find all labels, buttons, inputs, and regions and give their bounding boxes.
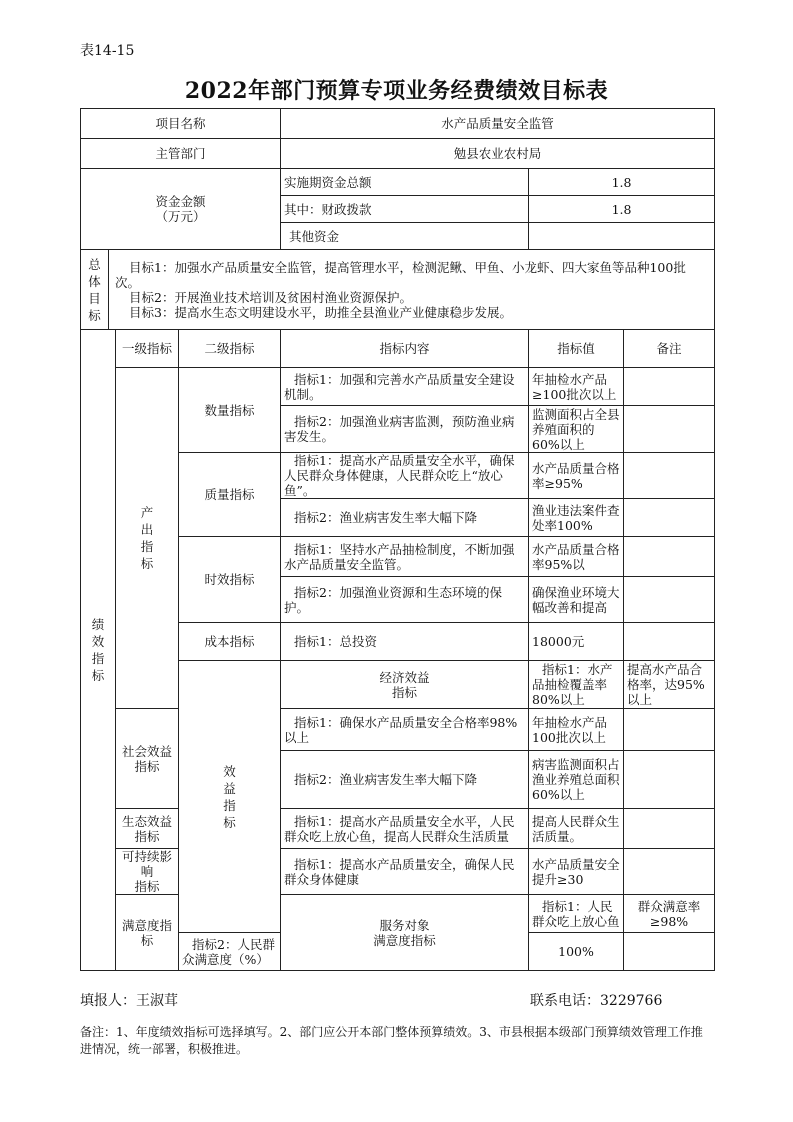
quantity-indicator-label: 数量指标 — [179, 368, 281, 453]
indicator-remark — [624, 809, 715, 849]
indicator-content: 指标2：人民群众满意度（%） — [179, 933, 281, 971]
header-level1: 一级指标 — [116, 330, 179, 368]
header-content: 指标内容 — [281, 330, 529, 368]
goal-item: 目标1：加强水产品质量安全监管，提高管理水平，检测泥鳅、甲鱼、小龙虾、四大家鱼等品种100批次。 — [115, 259, 686, 290]
indicator-value: 年抽检水产品100批次以上 — [529, 709, 624, 751]
indicator-remark — [624, 577, 715, 623]
social-benefit-label: 社会效益 指标 — [116, 709, 179, 809]
indicator-content: 指标1：提高水产品质量安全水平，人民群众吃上放心鱼，提高人民群众生活质量 — [281, 809, 529, 849]
indicator-content: 指标2：渔业病害发生率大幅下降 — [281, 751, 529, 809]
indicator-value: 水产品质量合格率≥95% — [529, 453, 624, 499]
project-name-value: 水产品质量安全监管 — [281, 109, 715, 139]
cost-indicator-label: 成本指标 — [179, 623, 281, 661]
header-value: 指标值 — [529, 330, 624, 368]
department-value: 勉县农业农村局 — [281, 139, 715, 169]
indicator-value: 年抽检水产品≥100批次以上 — [529, 368, 624, 406]
fund-fiscal-label: 其中：财政拨款 — [281, 196, 529, 223]
indicator-remark — [624, 709, 715, 751]
indicator-remark — [624, 453, 715, 499]
indicator-remark — [624, 933, 715, 971]
indicator-content: 指标1：总投资 — [281, 623, 529, 661]
header-remark: 备注 — [624, 330, 715, 368]
fund-total-row — [81, 169, 715, 196]
indicator-remark — [624, 368, 715, 406]
indicator-content: 指标1：人民群众吃上放心鱼 — [529, 895, 624, 933]
goal-item: 目标2：开展渔业技术培训及贫困村渔业资源保护。 — [129, 289, 412, 305]
table-row — [81, 809, 715, 849]
indicator-remark — [624, 406, 715, 453]
indicator-value: 渔业违法案件查处率100% — [529, 499, 624, 537]
document-code: 表14-15 — [80, 43, 135, 59]
indicator-header-row — [81, 330, 715, 368]
performance-indicators-label: 绩 效 指 标 — [81, 330, 116, 971]
indicator-value: 群众满意率≥98% — [624, 895, 715, 933]
indicator-content: 指标1：确保水产品质量安全合格率98%以上 — [281, 709, 529, 751]
indicator-content: 指标1：水产品抽检覆盖率80%以上 — [529, 661, 624, 709]
department-row — [81, 139, 715, 169]
indicator-content: 指标1：提高水产品质量安全，确保人民群众身体健康 — [281, 849, 529, 895]
fund-total-label: 实施期资金总额 — [281, 169, 529, 196]
department-label: 主管部门 — [81, 139, 281, 169]
indicator-remark — [624, 849, 715, 895]
sustainable-impact-label: 可持续影响 指标 — [116, 849, 179, 895]
overall-goals-label: 总 体 目 标 — [81, 250, 109, 330]
indicator-remark — [624, 537, 715, 577]
economic-benefit-label: 经济效益 指标 — [281, 661, 529, 709]
satisfaction-indicators-label: 满意度指 标 — [116, 895, 179, 971]
header-level2: 二级指标 — [179, 330, 281, 368]
phone-number: 3229766 — [600, 993, 663, 1009]
indicator-content: 指标1：坚持水产品抽检制度，不断加强水产品质量安全监管。 — [281, 537, 529, 577]
indicator-content: 指标2：渔业病害发生率大幅下降 — [281, 499, 529, 537]
indicator-value: 水产品质量安全提升≥30 — [529, 849, 624, 895]
indicator-value: 确保渔业环境大幅改善和提高 — [529, 577, 624, 623]
indicator-value: 病害监测面积占渔业养殖总面积60%以上 — [529, 751, 624, 809]
output-indicators-label: 产 出 指 标 — [116, 368, 179, 709]
indicator-value: 提高水产品合格率，达95%以上 — [624, 661, 715, 709]
page-title: 2022年部门预算专项业务经费绩效目标表 — [184, 78, 609, 104]
project-name-row — [81, 109, 715, 139]
overall-goals-row — [81, 250, 715, 330]
fund-other-value — [529, 223, 715, 250]
indicator-value: 100% — [529, 933, 624, 971]
phone-label: 联系电话： — [530, 993, 600, 1009]
table-row — [81, 709, 715, 751]
project-name-label: 项目名称 — [81, 109, 281, 139]
overall-goals-content — [109, 250, 715, 330]
performance-target-table — [80, 108, 715, 971]
footnote: 备注：1、年度绩效指标可选择填写。2、部门应公开本部门整体预算绩效。3、市县根据本级部门预算绩效管理工作推进情况，统一部署，积极推进。 — [80, 1025, 703, 1056]
table-row — [81, 849, 715, 895]
fund-amount-label-line1: 资金金额 — [155, 194, 206, 209]
quality-indicator-label: 质量指标 — [179, 453, 281, 537]
indicator-value: 水产品质量合格率95%以 — [529, 537, 624, 577]
fund-amount-label — [81, 169, 281, 250]
table-row — [81, 895, 715, 933]
ecological-benefit-label: 生态效益 指标 — [116, 809, 179, 849]
benefit-indicators-label: 效 益 指 标 — [179, 661, 281, 933]
indicator-content: 指标1：提高水产品质量安全水平，确保人民群众身体健康，人民群众吃上“放心鱼”。 — [281, 453, 529, 499]
indicator-remark — [624, 751, 715, 809]
reporter-label: 填报人：王淑茸 — [80, 993, 178, 1009]
indicator-content: 指标2：加强渔业资源和生态环境的保护。 — [281, 577, 529, 623]
indicator-value: 18000元 — [529, 623, 624, 661]
goal-item: 目标3：提高水生态文明建设水平，助推全县渔业产业健康稳步发展。 — [129, 304, 512, 320]
fund-fiscal-value: 1.8 — [529, 196, 715, 223]
indicator-remark — [624, 623, 715, 661]
timeliness-indicator-label: 时效指标 — [179, 537, 281, 623]
service-satisfaction-label: 服务对象 满意度指标 — [281, 895, 529, 971]
indicator-value: 监测面积占全县养殖面积的60%以上 — [529, 406, 624, 453]
phone-contact — [530, 990, 662, 1010]
fund-other-label: 其他资金 — [281, 223, 529, 250]
indicator-value: 提高人民群众生活质量。 — [529, 809, 624, 849]
table-row — [81, 368, 715, 406]
indicator-content: 指标2：加强渔业病害监测，预防渔业病害发生。 — [281, 406, 529, 453]
indicator-remark — [624, 499, 715, 537]
fund-amount-label-line2: （万元） — [155, 209, 206, 224]
fund-total-value: 1.8 — [529, 169, 715, 196]
indicator-content: 指标1：加强和完善水产品质量安全建设机制。 — [281, 368, 529, 406]
